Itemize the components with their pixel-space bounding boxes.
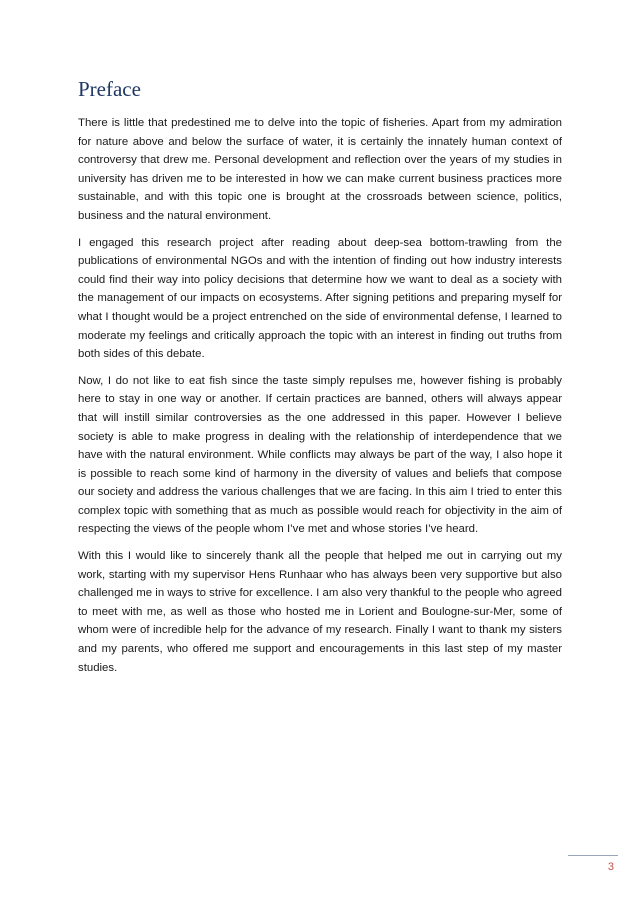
page-number: 3 bbox=[607, 861, 614, 873]
paragraph-4: With this I would like to sincerely thank all the people that helped me out in carrying out my work, starting with my supervisor Hens Runhaar who has always been very supportive but also challenged me in ways to strive for excellence. I am also very thankful to the people who agreed to meet with me, as well as those who hosted me in Lorient and Boulogne-sur-Mer, some of whom were of incredible help for the advance of my research. Finally I want to thank my sisters and my parents, who offered me support and encouragements in this last step of my master studies. bbox=[78, 550, 562, 674]
preface-body bbox=[78, 114, 562, 685]
paragraph-2: I engaged this research project after reading about deep-sea bottom-trawling from the publications of environmental NGOs and with the intention of finding out how industry interests could find their way into policy decisions that determine how we want to deal as a society with the management of our impacts on ecosystems. After signing petitions and preparing myself for what I thought would be a project entrenched on the side of environmental defense, I learned to moderate my feelings and critically approach the topic with an interest in finding out truths from both sides of this debate. bbox=[78, 236, 562, 361]
paragraph-3: Now, I do not like to eat fish since the taste simply repulses me, however fishing is probably here to stay in one way or another. If certain practices are banned, others will always appear that will instill similar controversies as the one addressed in this paper. However I believe society is able to make progress in dealing with the relationship of interdependence that we have with the natural environment. While conflicts may always be part of the way, I also hope it is possible to reach some kind of harmony in the diversity of values and beliefs that compose our society and address the various challenges that we are facing. In this aim I tried to enter this complex topic with something that as much as possible would reach for objectivity in the aim of respecting the views of the people whom I’ve met and whose stories I’ve heard. bbox=[78, 374, 562, 536]
page-title: Preface bbox=[78, 77, 141, 101]
footer-divider bbox=[568, 855, 618, 856]
paragraph-1: There is little that predestined me to delve into the topic of fisheries. Apart from my admiration for nature above and below the surface of water, it is certainly the innately human context of controversy that drew me. Personal development and reflection over the years of my studies in university has driven me to be interested in how we can make current business practices more sustainable, and with this topic one is brought at the crossroads between science, politics, business and the natural environment. bbox=[78, 117, 562, 222]
